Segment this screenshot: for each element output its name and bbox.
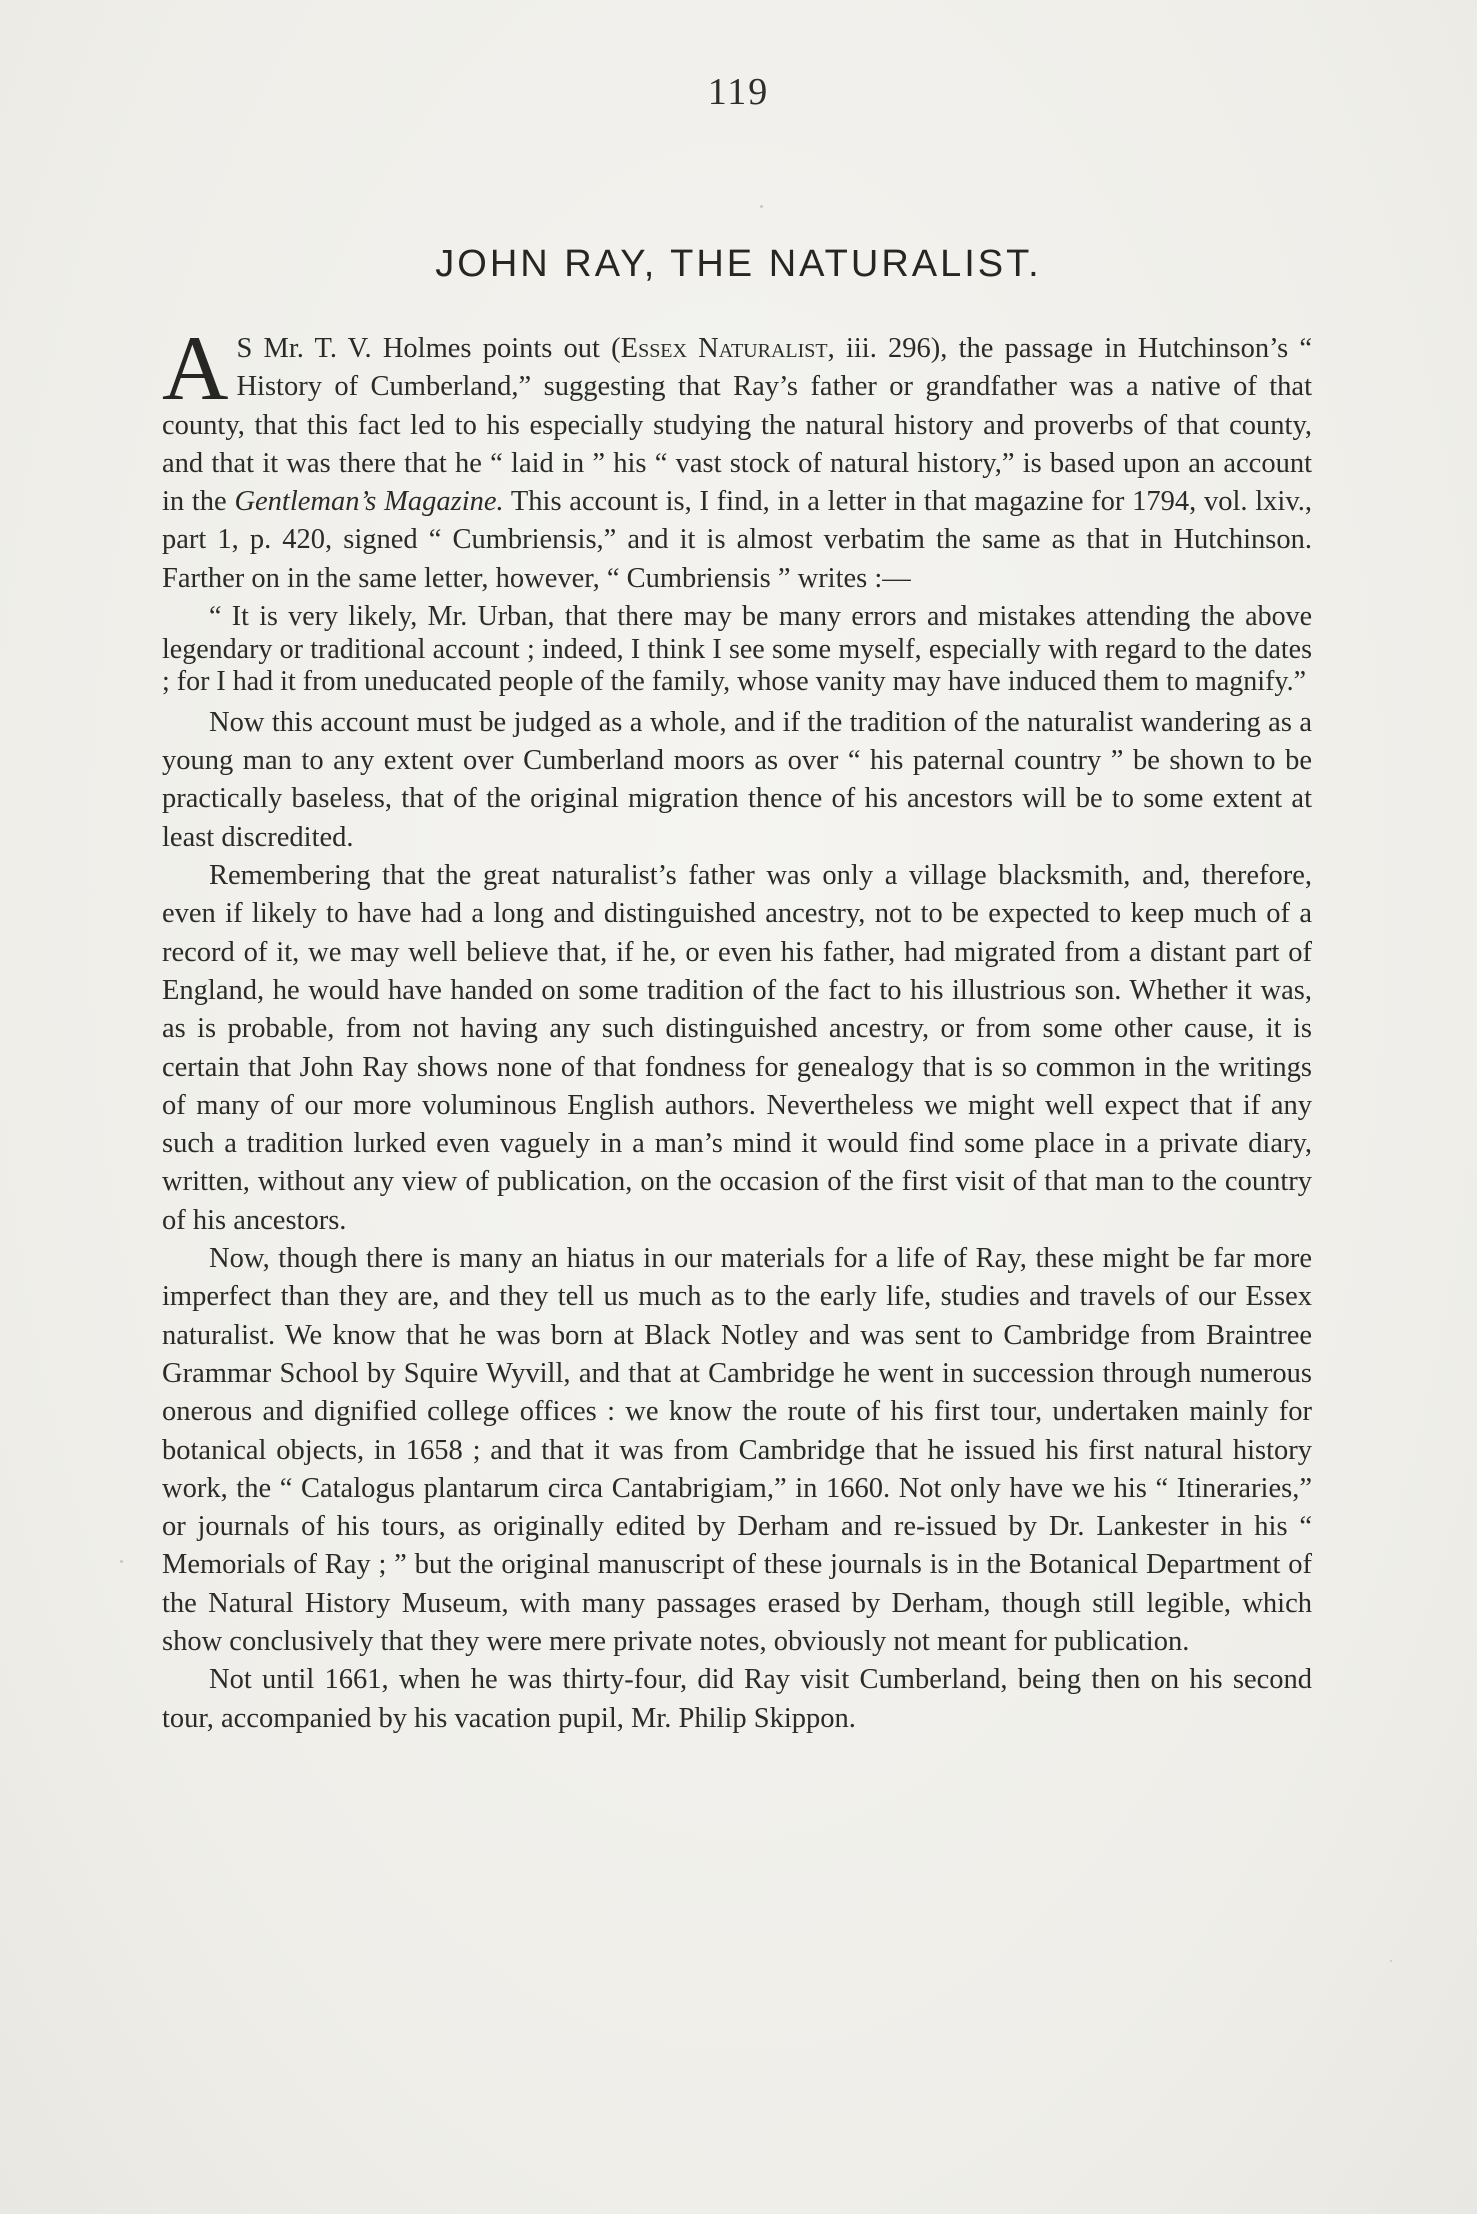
paragraph-1-text: , iii. 296), the passage in Hutchinson’s “ History of Cumberland,” suggesting that Ray’s father or grandfather was a native of that county, that this fact led to his especially studying the natural history and proverbs of that county, and that it was there that he “ laid in ” his “ vast stock of natural history,” is based upon an account in the bbox=[162, 333, 1312, 518]
paragraph-1-text-end: This account is, I find, in a letter in that magazine for 1794, vol. lxiv., part 1, p. 420, signed “ Cumbriensis,” and it is almost verbatim the same as that in Hutchinson. Farther on in the same letter, however, “ Cumbriensis ” writes :— bbox=[162, 486, 1312, 594]
block-quote: “ It is very likely, Mr. Urban, that there may be many errors and mistakes attending the above legendary or traditional account ; indeed, I think I see some myself, especially with regard to the dates ; for I had it from uneducated people of the family, whose vanity may have induced them to magnify.” bbox=[162, 601, 1312, 698]
paragraph-4: Now, though there is many an hiatus in our materials for a life of Ray, these might be far more imperfect than they are, and they tell us much as to the early life, studies and travels of our Essex naturalist. We know that he was born at Black Notley and was sent to Cambridge from Braintree Grammar School by Squire Wyvill, and that at Cambridge he went in succession through numerous onerous and dignified college offices : we know the route of his first tour, undertaken mainly for botanical objects, in 1658 ; and that it was from Cambridge that he issued his first natural history work, the “ Catalogus plantarum circa Cantabrigiam,” in 1660. Not only have we his “ Itineraries,” or journals of his tours, as originally edited by Derham and re-issued by Dr. Lankester in his “ Memorials of Ray ; ” but the original manuscript of these journals is in the Botanical Department of the Natural History Museum, with many passages erased by Derham, though still legible, which show conclusively that they were mere private notes, obviously not meant for publication. bbox=[162, 1243, 1312, 1657]
paragraph-2: Now this account must be judged as a whole, and if the tradition of the naturalist wandering as a young man to any extent over Cumberland moors as over “ his paternal country ” be shown to be practically baseless, that of the original migration thence of his ancestors will be to some extent at least discredited. bbox=[162, 706, 1312, 853]
essex-naturalist-ref: Essex Naturalist bbox=[620, 333, 828, 364]
article-body bbox=[162, 317, 1312, 1738]
paragraph-3: Remembering that the great naturalist’s father was only a village blacksmith, and, therefore, even if likely to have had a long and distinguished ancestry, not to be expected to keep much of a record of it, we may well believe that, if he, or even his father, had migrated from a distant part of England, he would have handed on some tradition of the fact to his illustrious son. Whether it was, as is probable, from not having any such distinguished ancestry, or from some other cause, it is certain that John Ray shows none of that fondness for genealogy that is so common in the writings of many of our more voluminous English authors. Nevertheless we might well expect that if any such a tradition lurked even vaguely in a man’s mind it would find some place in a private diary, written, without any view of publication, on the occasion of the first visit of that man to the country of his ancestors. bbox=[162, 860, 1312, 1236]
gentlemans-magazine-ref: Gentleman’s Magazine. bbox=[234, 486, 504, 518]
drop-cap: A bbox=[162, 317, 229, 419]
paper-speck bbox=[1390, 1960, 1392, 1962]
paper-speck bbox=[760, 205, 763, 208]
paragraph-5: Not until 1661, when he was thirty-four, did Ray visit Cumberland, being then on his second tour, accompanied by his vacation pupil, Mr. Philip Skippon. bbox=[162, 1664, 1312, 1734]
page-number: 119 bbox=[707, 71, 770, 113]
paragraph-1 bbox=[162, 317, 1312, 598]
paper-speck bbox=[120, 1560, 123, 1563]
article-title: JOHN RAY, THE NATURALIST. bbox=[435, 243, 1042, 286]
paragraph-1-opening: S Mr. T. V. Holmes points out ( bbox=[236, 333, 621, 364]
